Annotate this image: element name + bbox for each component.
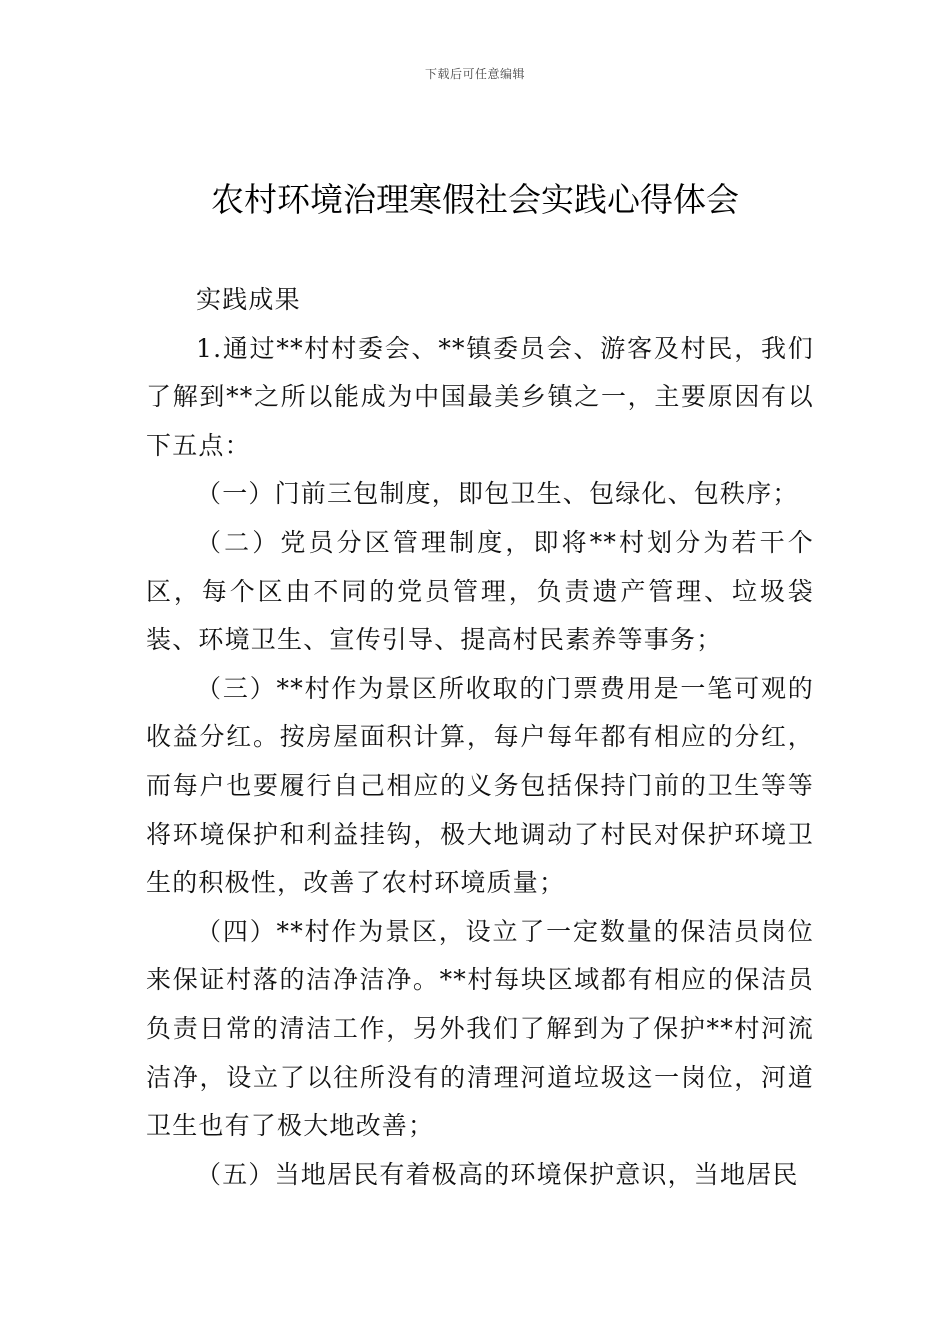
document-body (146, 276, 814, 1199)
paragraph: （二）党员分区管理制度，即将**村划分为若干个区，每个区由不同的党员管理，负责遗产管理、垃圾袋装、环境卫生、宣传引导、提高村民素养等事务； (146, 527, 814, 655)
paragraph: （五）当地居民有着极高的环境保护意识，当地居民 (196, 1159, 799, 1189)
header-note: 下载后可任意编辑 (424, 67, 525, 81)
paragraph: （一）门前三包制度，即包卫生、包绿化、包秩序； (196, 479, 799, 509)
section-heading: 实践成果 (196, 285, 301, 314)
paragraph: 1.通过**村村委会、**镇委员会、游客及村民，我们了解到**之所以能成为中国最美乡镇之一，主要原因有以下五点： (146, 333, 814, 460)
paragraph: （四）**村作为景区，设立了一定数量的保洁员岗位来保证村落的洁净洁净。**村每块区域都有相应的保洁员负责日常的清洁工作，另外我们了解到为了保护**村河流洁净，设立了以往所没有的清理河道垃圾这一岗位，河道卫生也有了极大地改善； (146, 916, 814, 1141)
paragraph: （三）**村作为景区所收取的门票费用是一笔可观的收益分红。按房屋面积计算，每户每年都有相应的分红，而每户也要履行自己相应的义务包括保持门前的卫生等等将环境保护和利益挂钩，极大地调动了村民对保护环境卫生的积极性，改善了农村环境质量； (146, 673, 814, 898)
document-title: 农村环境治理寒假社会实践心得体会 (211, 180, 739, 219)
